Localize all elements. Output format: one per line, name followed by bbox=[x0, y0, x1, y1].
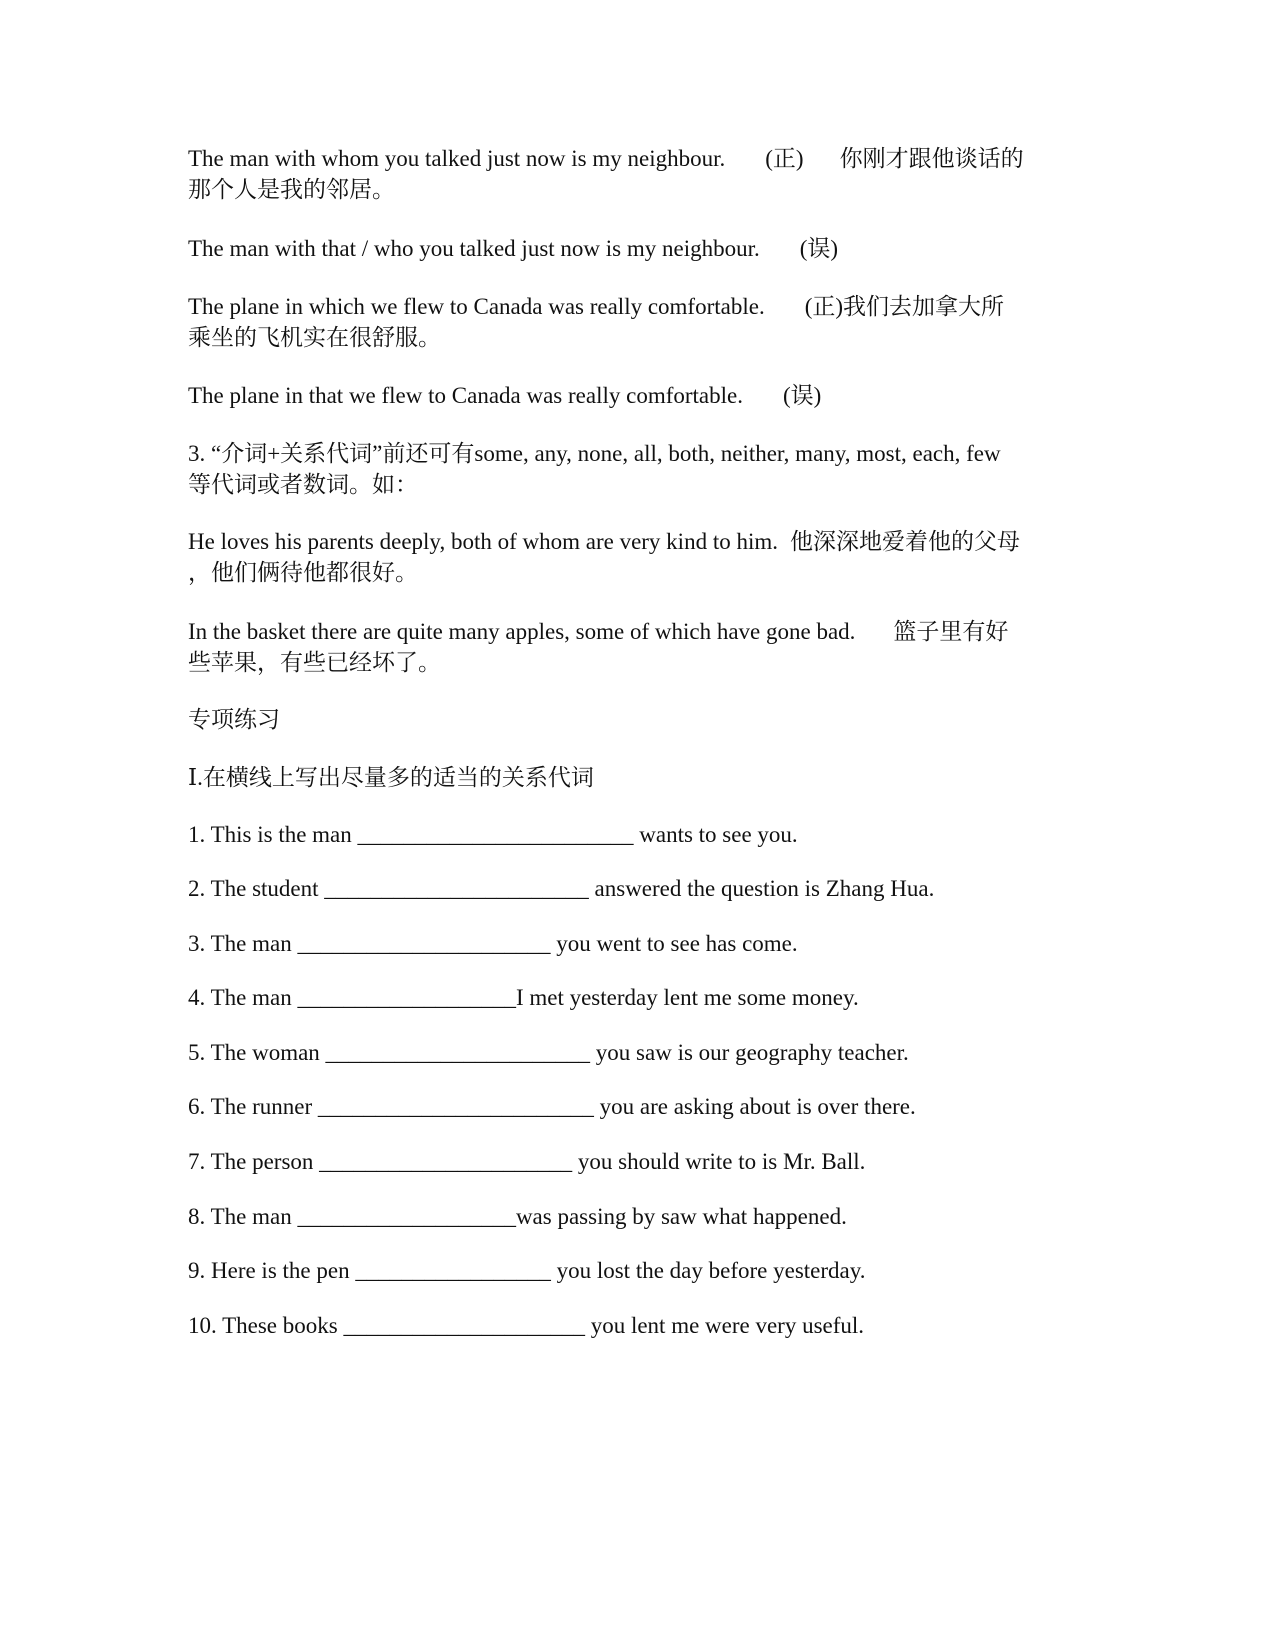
exercise-item: 5. The woman _______________________ you saw is our geography teacher. bbox=[188, 1040, 909, 1065]
exercise-item: 1. This is the man ________________________ wants to see you. bbox=[188, 822, 798, 847]
exercise-item: 3. The man ______________________ you went to see has come. bbox=[188, 931, 798, 956]
example-correct-whom bbox=[188, 143, 1088, 205]
wrong-mark: (误) bbox=[799, 236, 839, 261]
section-title: 专项练习 bbox=[188, 707, 280, 732]
example-translation-cont: 那个人是我的邻居。 bbox=[188, 177, 395, 202]
rule3-example-both bbox=[188, 526, 1088, 588]
example-sentence: The plane in that we flew to Canada was really comfortable. bbox=[188, 383, 743, 408]
exercise-item: 6. The runner ________________________ you are asking about is over there. bbox=[188, 1094, 916, 1119]
example-sentence: In the basket there are quite many apples, some of which have gone bad. bbox=[188, 619, 856, 644]
example-translation-cont: 些苹果，有些已经坏了。 bbox=[188, 650, 441, 675]
example-translation: 我们去加拿大所 bbox=[843, 294, 1005, 319]
example-translation-cont: ，他们俩待他都很好。 bbox=[188, 560, 418, 585]
example-translation: 他深深地爱着他的父母 bbox=[790, 529, 1020, 554]
rule3-example-some bbox=[188, 616, 1088, 678]
exercise-item: 2. The student _______________________ answered the question is Zhang Hua. bbox=[188, 876, 935, 901]
rule-3: 3. “介词+关系代词”前还可有some, any, none, all, both, neither, many, most, each, few 等代词或者数词。如： bbox=[188, 441, 1001, 497]
example-sentence: The man with that / who you talked just now is my neighbour. bbox=[188, 236, 760, 261]
example-translation-cont: 乘坐的飞机实在很舒服。 bbox=[188, 325, 441, 350]
example-translation: 你刚才跟他谈话的 bbox=[839, 146, 1024, 171]
exercise-item: 7. The person ______________________ you should write to is Mr. Ball. bbox=[188, 1149, 866, 1174]
example-translation: 篮子里有好 bbox=[893, 619, 1009, 644]
exercise-item: 8. The man ___________________was passing by saw what happened. bbox=[188, 1204, 847, 1229]
example-sentence: The plane in which we flew to Canada was really comfortable. bbox=[188, 294, 765, 319]
exercise-item: 10. These books _____________________ you lent me were very useful. bbox=[188, 1313, 865, 1338]
example-correct-which bbox=[188, 291, 1088, 353]
example-sentence: The man with whom you talked just now is my neighbour. bbox=[188, 146, 726, 171]
exercise-item: 4. The man ___________________I met yesterday lent me some money. bbox=[188, 985, 859, 1010]
example-wrong-that bbox=[188, 380, 1088, 411]
example-wrong-that-who bbox=[188, 233, 1088, 264]
exercise-item: 9. Here is the pen _________________ you lost the day before yesterday. bbox=[188, 1258, 866, 1283]
exercise-heading: Ⅰ.在横线上写出尽量多的适当的关系代词 bbox=[188, 765, 594, 790]
correct-mark: (正) bbox=[765, 146, 804, 171]
correct-mark: (正) bbox=[804, 294, 844, 319]
wrong-mark: (误) bbox=[782, 383, 822, 408]
example-sentence: He loves his parents deeply, both of whom are very kind to him. bbox=[188, 529, 778, 554]
